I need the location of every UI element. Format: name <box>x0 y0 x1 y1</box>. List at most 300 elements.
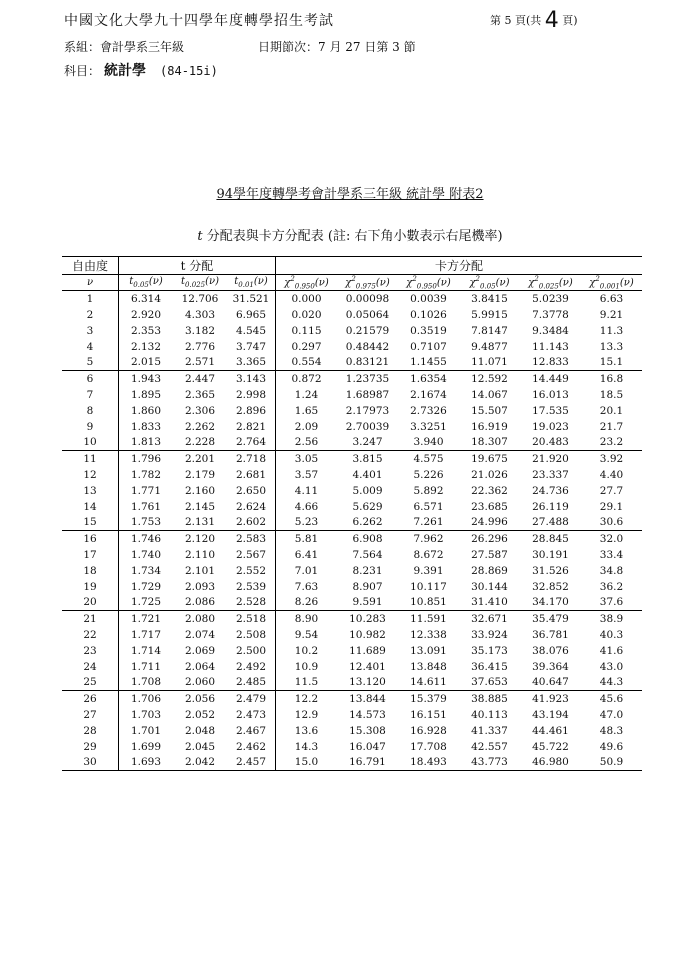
dof-cell: 19 <box>62 579 119 595</box>
value-cell: 12.9 <box>294 708 319 721</box>
value-cell: 1.761 <box>130 500 162 513</box>
value-cell: 9.21 <box>599 309 624 322</box>
table-row <box>62 514 642 530</box>
value-cell: 11.3 <box>599 324 624 337</box>
value-cell: 45.6 <box>599 693 624 706</box>
value-cell: 6.63 <box>599 293 624 306</box>
value-cell: 30.6 <box>581 514 642 530</box>
value-cell: 7.01 <box>294 564 319 577</box>
table-body <box>62 291 642 771</box>
value-cell: 3.365 <box>227 355 276 371</box>
value-cell: 12.2 <box>294 693 319 706</box>
value-cell: 49.6 <box>599 740 624 753</box>
value-cell: 2.093 <box>184 580 216 593</box>
dof-cell: 11 <box>62 451 119 467</box>
value-cell: 9.391 <box>413 564 444 577</box>
value-cell: 2.567 <box>227 547 276 563</box>
value-cell: 11.143 <box>532 340 569 353</box>
dof-cell: 9 <box>62 419 119 435</box>
value-cell: 1.1455 <box>398 355 459 371</box>
value-cell: 2.048 <box>184 724 216 737</box>
value-cell: 16.919 <box>471 420 508 433</box>
subject-name: 統計學 <box>104 63 147 79</box>
value-cell: 2.485 <box>227 674 276 690</box>
value-cell: 5.009 <box>352 484 383 497</box>
value-cell: 14.611 <box>398 674 459 690</box>
value-cell: 35.173 <box>471 644 508 657</box>
value-cell: 45.722 <box>532 740 569 753</box>
table-group-header-row <box>62 257 642 275</box>
value-cell: 34.8 <box>599 564 624 577</box>
value-cell: 4.545 <box>227 323 276 339</box>
dof-cell: 22 <box>62 627 119 643</box>
value-cell: 19.675 <box>471 453 508 466</box>
department-line: 系組：會計學系三年級 <box>64 40 185 54</box>
value-cell: 15.507 <box>471 404 508 417</box>
value-cell: 6.965 <box>227 307 276 323</box>
value-cell: 14.3 <box>294 740 319 753</box>
value-cell: 15.308 <box>349 724 386 737</box>
exam-school-title: 中國文化大學九十四學年度轉學招生考試 <box>64 13 334 29</box>
value-cell: 5.23 <box>276 514 338 530</box>
value-cell: 1.6354 <box>410 373 447 386</box>
value-cell: 48.3 <box>599 724 624 737</box>
value-cell: 1.24 <box>294 389 319 401</box>
value-cell: 2.624 <box>227 499 276 515</box>
table-row <box>62 563 642 579</box>
table-row <box>62 307 642 323</box>
value-cell: 1.706 <box>130 693 162 706</box>
value-cell: 1.701 <box>130 724 162 737</box>
value-cell: 3.57 <box>294 468 319 481</box>
value-cell: 38.885 <box>471 693 508 706</box>
value-cell: 7.63 <box>294 580 319 593</box>
dof-cell: 23 <box>62 643 119 659</box>
dof-cell: 18 <box>62 563 119 579</box>
value-cell: 14.573 <box>349 708 386 721</box>
value-cell: 14.067 <box>471 389 508 401</box>
value-cell: 2.56 <box>276 435 338 451</box>
value-cell: 13.844 <box>349 693 386 706</box>
value-cell: 2.201 <box>184 453 216 466</box>
value-cell: 16.928 <box>410 724 447 737</box>
value-cell: 2.074 <box>184 628 216 641</box>
chi-col-header: $\chi^2_{0.001}(\nu)$ <box>581 275 642 291</box>
value-cell: 2.528 <box>227 594 276 610</box>
value-cell: 27.587 <box>471 548 508 561</box>
value-cell: 2.101 <box>184 564 216 577</box>
dof-cell: 7 <box>62 387 119 403</box>
value-cell: 24.736 <box>532 484 569 497</box>
value-cell: 2.069 <box>184 644 216 657</box>
value-cell: 2.583 <box>227 531 276 547</box>
t-col-header: $t_{0.05}(\nu)$ <box>119 275 174 291</box>
value-cell: 15.379 <box>410 693 447 706</box>
dof-cell: 21 <box>62 611 119 627</box>
table-row <box>62 643 642 659</box>
value-cell: 4.575 <box>413 453 444 466</box>
table-row <box>62 355 642 371</box>
value-cell: 0.21579 <box>345 324 390 337</box>
value-cell: 15.1 <box>581 355 642 371</box>
value-cell: 43.194 <box>532 708 569 721</box>
value-cell: 1.708 <box>119 674 174 690</box>
value-cell: 6.571 <box>413 500 444 513</box>
value-cell: 2.060 <box>173 674 227 690</box>
dof-cell: 30 <box>62 754 119 770</box>
table-row <box>62 291 642 307</box>
value-cell: 0.3519 <box>410 324 447 337</box>
value-cell: 1.703 <box>130 708 162 721</box>
value-cell: 22.362 <box>471 484 508 497</box>
value-cell: 11.591 <box>410 613 447 626</box>
nu-header: ν <box>62 275 119 291</box>
value-cell: 41.337 <box>471 724 508 737</box>
value-cell: 34.170 <box>520 594 581 610</box>
table-row <box>62 387 642 403</box>
value-cell: 3.940 <box>398 435 459 451</box>
value-cell: 26.119 <box>532 500 569 513</box>
dof-cell: 1 <box>62 291 119 307</box>
value-cell: 31.521 <box>227 291 276 307</box>
dof-cell: 27 <box>62 707 119 723</box>
value-cell: 9.54 <box>294 628 319 641</box>
value-cell: 2.179 <box>184 468 216 481</box>
table-row <box>62 579 642 595</box>
value-cell: 2.500 <box>227 643 276 659</box>
value-cell: 28.845 <box>532 533 569 546</box>
value-cell: 12.338 <box>410 628 447 641</box>
value-cell: 2.821 <box>227 419 276 435</box>
subject-label: 科目： <box>64 64 101 78</box>
value-cell: 8.26 <box>276 594 338 610</box>
value-cell: 14.449 <box>532 373 569 386</box>
value-cell: 4.11 <box>294 484 319 497</box>
value-cell: 3.182 <box>184 324 216 337</box>
table-row <box>62 499 642 515</box>
value-cell: 44.461 <box>532 724 569 737</box>
value-cell: 2.045 <box>184 740 216 753</box>
value-cell: 30.144 <box>471 580 508 593</box>
value-cell: 1.860 <box>130 404 162 417</box>
value-cell: 5.629 <box>352 500 383 513</box>
value-cell: 1.711 <box>130 660 162 673</box>
subject-line <box>64 60 218 80</box>
value-cell: 21.920 <box>532 453 569 466</box>
subject-code: (84-15i) <box>160 64 218 78</box>
dof-cell: 16 <box>62 531 119 547</box>
value-cell: 12.401 <box>349 660 386 673</box>
value-cell: 13.120 <box>337 674 398 690</box>
value-cell: 46.980 <box>520 754 581 770</box>
value-cell: 11.071 <box>459 355 520 371</box>
value-cell: 12.833 <box>520 355 581 371</box>
value-cell: 21.7 <box>599 420 624 433</box>
value-cell: 2.571 <box>173 355 227 371</box>
value-cell: 1.771 <box>130 484 162 497</box>
table-row <box>62 547 642 563</box>
value-cell: 3.92 <box>599 453 624 466</box>
value-cell: 1.699 <box>130 740 162 753</box>
table-row <box>62 674 642 690</box>
value-cell: 2.052 <box>184 708 216 721</box>
value-cell: 9.3484 <box>532 324 569 337</box>
t-group-header: t 分配 <box>119 257 276 275</box>
value-cell: 35.479 <box>532 613 569 626</box>
value-cell: 32.671 <box>471 613 508 626</box>
value-cell: 10.283 <box>349 613 386 626</box>
value-cell: 2.1674 <box>410 389 447 401</box>
value-cell: 16.013 <box>532 389 569 401</box>
value-cell: 2.462 <box>227 739 276 755</box>
value-cell: 6.314 <box>130 293 162 306</box>
table-row <box>62 483 642 499</box>
value-cell: 2.17973 <box>345 404 390 417</box>
value-cell: 27.488 <box>520 514 581 530</box>
value-cell: 40.3 <box>599 628 624 641</box>
value-cell: 18.493 <box>398 754 459 770</box>
value-cell: 16.047 <box>349 740 386 753</box>
value-cell: 29.1 <box>599 500 624 513</box>
value-cell: 9.591 <box>337 594 398 610</box>
value-cell: 1.943 <box>130 373 162 386</box>
value-cell: 1.721 <box>130 613 162 626</box>
value-cell: 2.998 <box>227 387 276 403</box>
value-cell: 18.307 <box>459 435 520 451</box>
table-column-header-row <box>62 275 642 291</box>
value-cell: 0.83121 <box>337 355 398 371</box>
value-cell: 1.813 <box>119 435 174 451</box>
value-cell: 19.023 <box>532 420 569 433</box>
value-cell: 32.0 <box>599 533 624 546</box>
table-row <box>62 467 642 483</box>
value-cell: 13.3 <box>599 340 624 353</box>
value-cell: 31.526 <box>532 564 569 577</box>
value-cell: 3.143 <box>227 371 276 387</box>
value-cell: 2.064 <box>184 660 216 673</box>
value-cell: 0.554 <box>276 355 338 371</box>
date-session-line: 日期節次：7 月 27 日第 3 節 <box>258 40 416 54</box>
value-cell: 1.717 <box>130 628 162 641</box>
value-cell: 1.895 <box>130 389 162 401</box>
dof-cell: 24 <box>62 659 119 675</box>
value-cell: 2.160 <box>184 484 216 497</box>
value-cell: 2.473 <box>227 707 276 723</box>
value-cell: 16.791 <box>337 754 398 770</box>
value-cell: 2.132 <box>130 340 162 353</box>
value-cell: 13.848 <box>410 660 447 673</box>
value-cell: 1.782 <box>130 468 162 481</box>
value-cell: 40.113 <box>471 708 508 721</box>
value-cell: 31.410 <box>459 594 520 610</box>
table-row <box>62 323 642 339</box>
value-cell: 6.41 <box>294 548 319 561</box>
value-cell: 7.564 <box>352 548 383 561</box>
value-cell: 2.552 <box>227 563 276 579</box>
caption-t-symbol: t <box>197 229 203 244</box>
value-cell: 2.131 <box>173 514 227 530</box>
value-cell: 2.764 <box>227 435 276 451</box>
value-cell: 2.896 <box>227 403 276 419</box>
value-cell: 2.7326 <box>410 404 447 417</box>
value-cell: 23.685 <box>471 500 508 513</box>
value-cell: 0.48442 <box>345 340 390 353</box>
value-cell: 1.734 <box>130 564 162 577</box>
value-cell: 3.3251 <box>410 420 447 433</box>
value-cell: 20.483 <box>520 435 581 451</box>
caption-text: 分配表與卡方分配表 (註: 右下角小數表示右尾機率) <box>202 229 503 244</box>
value-cell: 1.833 <box>130 420 162 433</box>
table-row <box>62 707 642 723</box>
dof-cell: 2 <box>62 307 119 323</box>
dof-cell: 17 <box>62 547 119 563</box>
value-cell: 36.2 <box>599 580 624 593</box>
value-cell: 2.508 <box>227 627 276 643</box>
dof-group-header: 自由度 <box>62 257 119 275</box>
value-cell: 0.1026 <box>410 309 447 322</box>
table-row <box>62 754 642 770</box>
value-cell: 40.647 <box>520 674 581 690</box>
value-cell: 3.247 <box>337 435 398 451</box>
dof-cell: 3 <box>62 323 119 339</box>
value-cell: 4.401 <box>352 468 383 481</box>
value-cell: 2.080 <box>184 613 216 626</box>
page-number: 5 <box>504 14 512 27</box>
value-cell: 30.191 <box>532 548 569 561</box>
value-cell: 0.05064 <box>345 309 390 322</box>
chi-col-header: $\chi^2_{0.025}(\nu)$ <box>520 275 581 291</box>
value-cell: 20.1 <box>599 404 624 417</box>
dof-cell: 14 <box>62 499 119 515</box>
table-row <box>62 531 642 547</box>
value-cell: 1.68987 <box>345 389 390 401</box>
value-cell: 33.924 <box>471 628 508 641</box>
value-cell: 10.2 <box>294 644 319 657</box>
value-cell: 18.5 <box>599 389 624 401</box>
t-col-header: $t_{0.025}(\nu)$ <box>173 275 227 291</box>
value-cell: 37.653 <box>459 674 520 690</box>
value-cell: 8.90 <box>294 613 319 626</box>
value-cell: 4.66 <box>294 500 319 513</box>
value-cell: 41.923 <box>532 693 569 706</box>
value-cell: 2.145 <box>184 500 216 513</box>
value-cell: 2.086 <box>173 594 227 610</box>
value-cell: 1.746 <box>130 533 162 546</box>
value-cell: 2.920 <box>130 309 162 322</box>
value-cell: 42.557 <box>471 740 508 753</box>
value-cell: 3.815 <box>352 453 383 466</box>
value-cell: 0.020 <box>291 309 322 322</box>
value-cell: 17.708 <box>410 740 447 753</box>
table-row <box>62 371 642 387</box>
value-cell: 2.776 <box>184 340 216 353</box>
value-cell: 2.120 <box>184 533 216 546</box>
chi-square-group-header: 卡方分配 <box>276 257 643 275</box>
chi-col-header: $\chi^2_{0.975}(\nu)$ <box>337 275 398 291</box>
table-row <box>62 691 642 707</box>
value-cell: 2.492 <box>227 659 276 675</box>
chi-col-header: $\chi^2_{0.950}(\nu)$ <box>276 275 338 291</box>
value-cell: 0.7107 <box>410 340 447 353</box>
page-indicator <box>490 8 578 33</box>
appendix-title: 94學年度轉學考會計學系三年級 統計學 附表2 <box>216 187 484 202</box>
value-cell: 2.09 <box>294 420 319 433</box>
dof-cell: 8 <box>62 403 119 419</box>
value-cell: 39.364 <box>532 660 569 673</box>
value-cell: 2.365 <box>184 389 216 401</box>
value-cell: 36.781 <box>532 628 569 641</box>
value-cell: 0.115 <box>291 324 322 337</box>
value-cell: 2.262 <box>184 420 216 433</box>
value-cell: 43.773 <box>459 754 520 770</box>
value-cell: 9.4877 <box>471 340 508 353</box>
value-cell: 1.729 <box>130 580 162 593</box>
value-cell: 4.303 <box>184 309 216 322</box>
value-cell: 23.337 <box>532 468 569 481</box>
value-cell: 2.718 <box>227 451 276 467</box>
value-cell: 5.226 <box>413 468 444 481</box>
value-cell: 21.026 <box>471 468 508 481</box>
value-cell: 2.518 <box>227 611 276 627</box>
table-row <box>62 594 642 610</box>
table-row <box>62 627 642 643</box>
value-cell: 1.725 <box>119 594 174 610</box>
value-cell: 41.6 <box>599 644 624 657</box>
value-cell: 37.6 <box>581 594 642 610</box>
dof-cell: 5 <box>62 355 119 371</box>
table-row <box>62 435 642 451</box>
value-cell: 2.70039 <box>345 420 390 433</box>
value-cell: 0.0039 <box>410 293 447 306</box>
value-cell: 1.23735 <box>345 373 390 386</box>
value-cell: 11.689 <box>349 644 386 657</box>
table-row <box>62 451 642 467</box>
value-cell: 3.747 <box>227 339 276 355</box>
dof-cell: 12 <box>62 467 119 483</box>
value-cell: 1.65 <box>294 404 319 417</box>
value-cell: 7.8147 <box>471 324 508 337</box>
dof-cell: 26 <box>62 691 119 707</box>
dof-cell: 29 <box>62 739 119 755</box>
table-caption <box>0 225 700 244</box>
value-cell: 1.753 <box>119 514 174 530</box>
value-cell: 5.0239 <box>532 293 569 306</box>
value-cell: 8.672 <box>413 548 444 561</box>
table-row <box>62 419 642 435</box>
table-row <box>62 659 642 675</box>
value-cell: 5.892 <box>413 484 444 497</box>
value-cell: 50.9 <box>581 754 642 770</box>
dof-cell: 13 <box>62 483 119 499</box>
value-cell: 1.693 <box>119 754 174 770</box>
dof-cell: 15 <box>62 514 119 530</box>
value-cell: 2.353 <box>130 324 162 337</box>
value-cell: 1.796 <box>130 453 162 466</box>
value-cell: 12.706 <box>181 293 219 306</box>
value-cell: 47.0 <box>599 708 624 721</box>
value-cell: 16.151 <box>410 708 447 721</box>
value-cell: 2.110 <box>184 548 216 561</box>
dof-cell: 10 <box>62 435 119 451</box>
value-cell: 2.650 <box>227 483 276 499</box>
value-cell: 4.40 <box>599 468 624 481</box>
value-cell: 10.982 <box>349 628 386 641</box>
value-cell: 1.740 <box>130 548 162 561</box>
table-row <box>62 339 642 355</box>
value-cell: 2.539 <box>227 579 276 595</box>
value-cell: 44.3 <box>581 674 642 690</box>
value-cell: 10.851 <box>398 594 459 610</box>
